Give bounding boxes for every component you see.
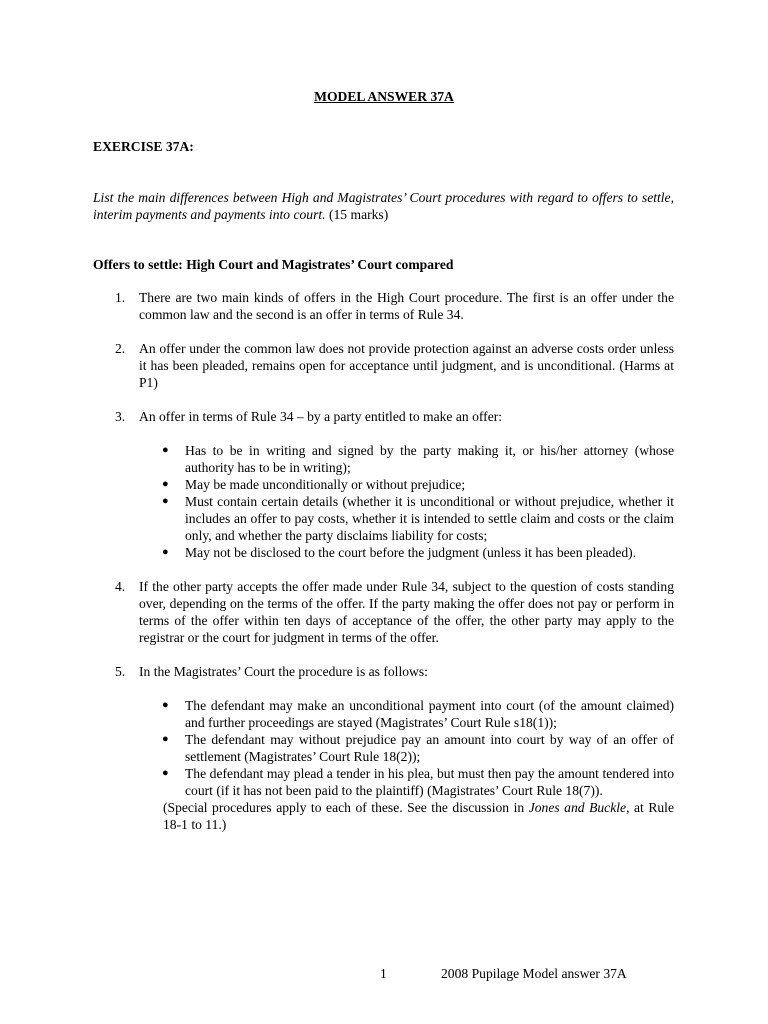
bullet-text: The defendant may make an unconditional payment into court (of the amount claimed) and further proceedings are stayed (Magistrates’ Court Rule s18(1)); bbox=[185, 698, 674, 730]
bullet-icon: ● bbox=[162, 444, 169, 456]
bullet-item bbox=[162, 765, 674, 799]
item-text: In the Magistrates’ Court the procedure is as follows: bbox=[139, 664, 428, 679]
item-number: 5. bbox=[115, 664, 126, 679]
question-marks: (15 marks) bbox=[325, 207, 389, 222]
note-text: (Special procedures apply to each of these. See the discussion in bbox=[163, 800, 529, 815]
section-heading: Offers to settle: High Court and Magistrates’ Court compared bbox=[93, 257, 454, 272]
bullet-item bbox=[162, 697, 674, 731]
bullet-icon: ● bbox=[162, 495, 169, 507]
item-number: 1. bbox=[115, 290, 126, 305]
bullet-text: The defendant may without prejudice pay an amount into court by way of an offer of settlement (Magistrates’ Court Rule 18(2)); bbox=[185, 732, 674, 764]
bullet-text: May not be disclosed to the court before the judgment (unless it has been pleaded). bbox=[185, 545, 637, 560]
bullet-text: May be made unconditionally or without prejudice; bbox=[185, 477, 466, 492]
item-text: An offer under the common law does not provide protection against an adverse costs order unless it has been pleaded, remains open for acceptance until judgment, and is unconditional. (Harms at P1) bbox=[139, 341, 674, 390]
bullet-list bbox=[93, 697, 674, 799]
item-number: 4. bbox=[115, 579, 126, 594]
question-text: List the main differences between High and Magistrates’ Court procedures with regard to offers to settle, interim payments and payments into court. bbox=[93, 190, 674, 222]
exercise-question bbox=[93, 189, 674, 223]
bullet-text: Must contain certain details (whether it is unconditional or without prejudice, whether it includes an offer to pay costs, whether it is intended to settle claim and costs or the claim only, and whether the party disclaims liability for costs; bbox=[185, 494, 674, 543]
list-item bbox=[93, 578, 674, 646]
bullet-item bbox=[162, 476, 674, 493]
bullet-item bbox=[162, 493, 674, 544]
bullet-item bbox=[162, 544, 674, 561]
item-number: 2. bbox=[115, 341, 126, 356]
bullet-icon: ● bbox=[162, 767, 169, 779]
bullet-icon: ● bbox=[162, 546, 169, 558]
item-text: There are two main kinds of offers in the High Court procedure. The first is an offer under the common law and the second is an offer in terms of Rule 34. bbox=[139, 290, 674, 322]
document-title: MODEL ANSWER 37A bbox=[314, 89, 454, 104]
list-item bbox=[93, 408, 674, 425]
item-text: If the other party accepts the offer made under Rule 34, subject to the question of costs standing over, depending on the terms of the offer. If the party making the offer does not pay or perform in terms of the offer within ten days of acceptance of the offer, the other party may apply to the registrar or the court for judgment in terms of the offer. bbox=[139, 579, 674, 645]
exercise-label: EXERCISE 37A: bbox=[93, 139, 194, 154]
answer-body bbox=[93, 289, 674, 833]
list-item bbox=[93, 340, 674, 391]
item-number: 3. bbox=[115, 409, 126, 424]
list-item bbox=[93, 663, 674, 680]
note-paragraph bbox=[93, 799, 674, 833]
item-text: An offer in terms of Rule 34 – by a party entitled to make an offer: bbox=[139, 409, 503, 424]
bullet-text: The defendant may plead a tender in his plea, but must then pay the amount tendered into court (if it has not been paid to the plaintiff) (Magistrates’ Court Rule 18(7)). bbox=[185, 766, 674, 798]
bullet-text: Has to be in writing and signed by the party making it, or his/her attorney (whose authority has to be in writing); bbox=[185, 443, 674, 475]
bullet-icon: ● bbox=[162, 478, 169, 490]
bullet-icon: ● bbox=[162, 733, 169, 745]
page-number: 1 bbox=[380, 966, 387, 981]
bullet-list bbox=[93, 442, 674, 561]
footer-text: 2008 Pupilage Model answer 37A bbox=[441, 966, 627, 981]
bullet-item bbox=[162, 731, 674, 765]
note-text-end: , at Rule 18-1 to 11.) bbox=[163, 800, 674, 832]
list-item bbox=[93, 289, 674, 323]
note-citation: Jones and Buckle bbox=[528, 800, 627, 815]
bullet-item bbox=[162, 442, 674, 476]
bullet-icon: ● bbox=[162, 699, 169, 711]
